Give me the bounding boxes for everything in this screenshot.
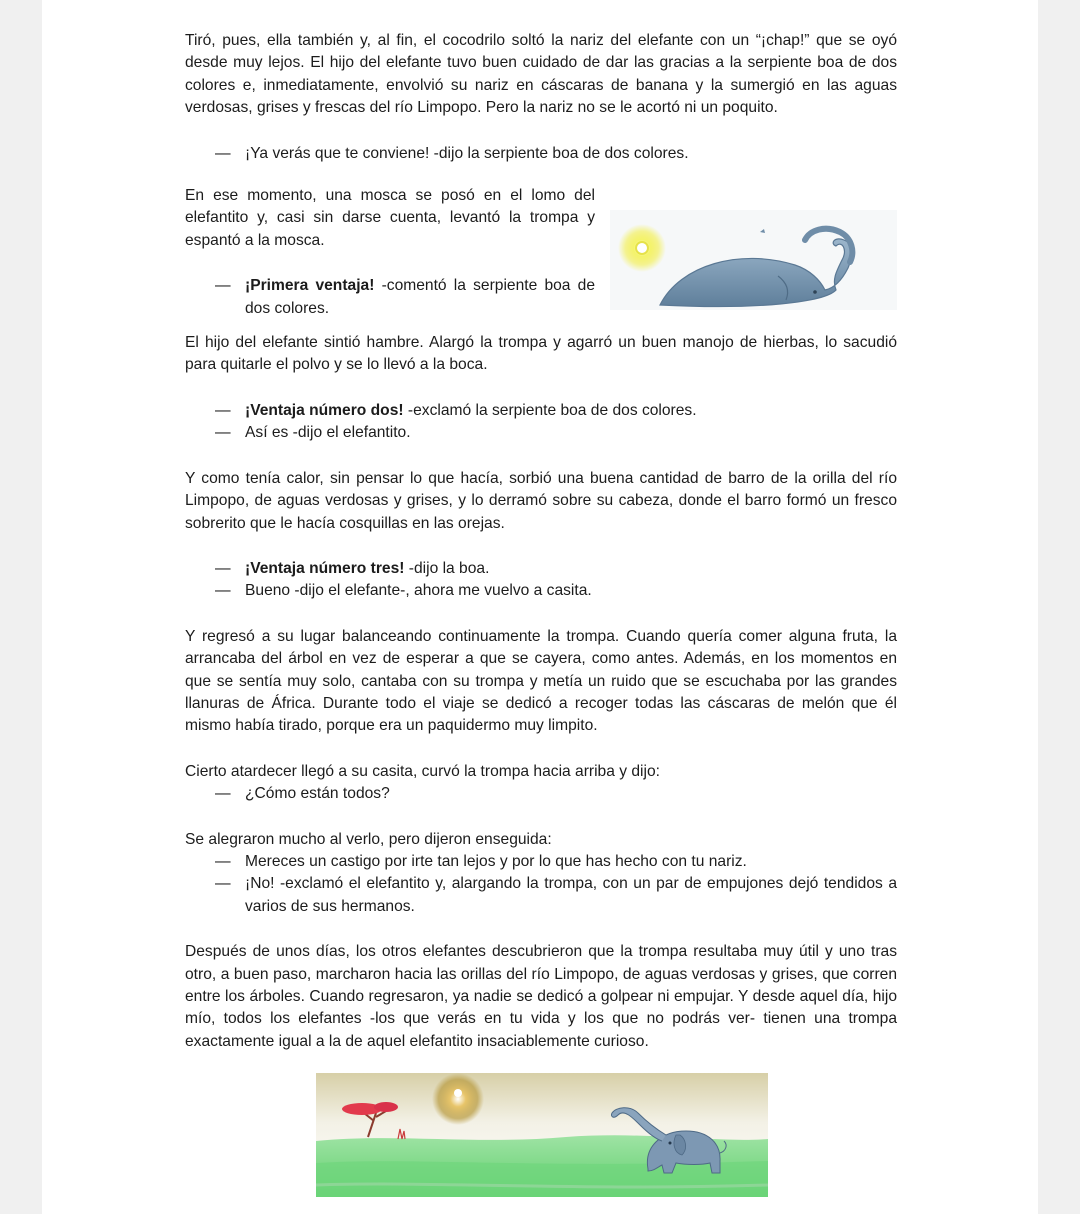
- dialogue-line-7: — ¿Cómo están todos?: [185, 783, 897, 805]
- em-dash: —: [215, 875, 231, 893]
- paragraph-8: Después de unos días, los otros elefantes descubrieron que la trompa resultaba muy útil y uno tras otro, a buen paso, marcharon hacia las orillas del río Limpopo, de aguas verdosas y grises, que corren entre los árboles. Cuando regresaron, ya nadie se dedicó a golpear ni empujar. Y desde aquel día, hijo mío, todos los elefantes -los que verás en tu vida y los que no podrás ver- tienen una trompa exactamente igual a la de aquel elefantito insaciablemente curioso.: [185, 943, 897, 1050]
- em-dash: —: [215, 144, 231, 162]
- dialogue-line-3: — ¡Ventaja número dos! -exclamó la serpiente boa de dos colores.: [185, 400, 897, 422]
- em-dash: —: [215, 559, 231, 577]
- dialogue-line-8: — Mereces un castigo por irte tan lejos y por lo que has hecho con tu nariz.: [185, 851, 897, 873]
- paragraph-4: Y como tenía calor, sin pensar lo que hacía, sorbió una buena cantidad de barro de la orilla del río Limpopo, de aguas verdosas y grises, y lo derramó sobre su cabeza, donde el barro formó un fresco sobrerito que le hacía cosquillas en las orejas.: [185, 469, 897, 532]
- elephant-bathing-illustration: [610, 210, 897, 310]
- em-dash: —: [215, 785, 231, 803]
- em-dash: —: [215, 852, 231, 870]
- document-page: [42, 0, 1038, 1214]
- em-dash: —: [215, 277, 231, 295]
- paragraph-3: El hijo del elefante sintió hambre. Alargó la trompa y agarró un buen manojo de hierbas, lo sacudió para quitarle el polvo y se lo llevó a la boca.: [185, 334, 897, 374]
- paragraph-6: Cierto atardecer llegó a su casita, curvó la trompa hacia arriba y dijo:: [185, 762, 660, 780]
- dialogue-line-1: — ¡Ya verás que te conviene! -dijo la serpiente boa de dos colores.: [185, 143, 897, 165]
- em-dash: —: [215, 401, 231, 419]
- em-dash: —: [215, 582, 231, 600]
- story-text: [185, 30, 897, 1053]
- dialogue-line-2: — ¡Primera ventaja! -comentó la serpiente boa de dos colores.: [215, 277, 595, 317]
- sun-icon: [432, 1073, 484, 1125]
- dialogue-line-5: — ¡Ventaja número tres! -dijo la boa.: [185, 558, 897, 580]
- dialogue-line-6: — Bueno -dijo el elefante-, ahora me vuelvo a casita.: [185, 580, 897, 602]
- paragraph-1: Tiró, pues, ella también y, al fin, el cocodrilo soltó la nariz del elefante con un “¡chap!” que se oyó desde muy lejos. El hijo del elefante tuvo buen cuidado de dar las gracias a la serpiente boa de dos colores e, inmediatamente, envolvió su nariz en cáscaras de banana y la sumergió en las aguas verdosas, grises y frescas del río Limpopo. Pero la nariz no se le acortó ni un poquito.: [185, 32, 897, 117]
- dialogue-line-4: — Así es -dijo el elefantito.: [185, 422, 897, 444]
- em-dash: —: [215, 424, 231, 442]
- dialogue-line-9: — ¡No! -exclamó el elefantito y, alargando la trompa, con un par de empujones dejó tendidos a varios de sus hermanos.: [215, 875, 897, 915]
- paragraph-5: Y regresó a su lugar balanceando continuamente la trompa. Cuando quería comer alguna fruta, la arrancaba del árbol en vez de esperar a que se cayera, como antes. Además, en los momentos en que se sentía muy solo, cantaba con su trompa y metía un ruido que se escuchaba por las grandes llanuras de África. Durante todo el viaje se dedicó a recoger todas las cáscaras de melón que él mismo había tirado, porque era un paquidermo muy limpito.: [185, 627, 897, 735]
- paragraph-2: En ese momento, una mosca se posó en el lomo del elefantito y, casi sin darse cuenta, levantó la trompa y espantó a la mosca.: [185, 187, 595, 249]
- paragraph-7: Se alegraron mucho al verlo, pero dijeron enseguida:: [185, 830, 552, 848]
- savanna-elephant-illustration: [316, 1073, 768, 1197]
